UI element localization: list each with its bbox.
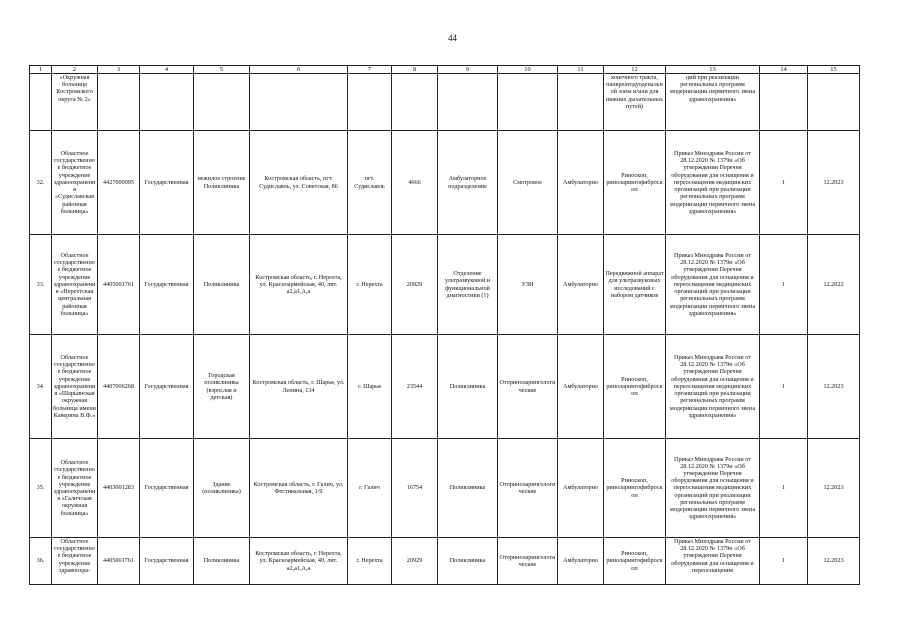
- table-row: [30, 74, 860, 131]
- building-name: [194, 74, 250, 131]
- legal-basis: Приказ Минздрава России от 28.12.2020 № 1379н «Об утверждении Перечня оборудования для оснащения и переоснащения медицинских организаций при реализации региональных программ модернизации первичного звена здравоохранения»: [666, 131, 760, 235]
- care-conditions: Амбулаторно: [558, 538, 604, 585]
- ownership-form: Государственная: [140, 538, 194, 585]
- address: Костромская область, г. Шарья, ул. Ленина, 134: [250, 335, 348, 439]
- deadline: 12.2023: [808, 538, 860, 585]
- legal-basis: ций при реализации региональных программ модернизации первичного звена здравоохранения»: [666, 74, 760, 131]
- building-name: Городская поликлиника (взрослая и детская): [194, 335, 250, 439]
- column-number: 5: [194, 66, 250, 74]
- address: [250, 74, 348, 131]
- population: 23544: [392, 335, 438, 439]
- organization-name: «Окружная больница Костромского округа № 2»: [52, 74, 98, 131]
- row-number: 36.: [30, 538, 52, 585]
- row-number: 33.: [30, 235, 52, 335]
- deadline: 12.2022: [808, 235, 860, 335]
- population: 4666: [392, 131, 438, 235]
- address: Костромская область, г. Галич, ул. Фестивальная, 1/9: [250, 439, 348, 538]
- deadline: 12.2023: [808, 335, 860, 439]
- settlement: пгт. Судиславль: [348, 131, 392, 235]
- quantity: 1: [760, 538, 808, 585]
- ownership-form: Государственная: [140, 235, 194, 335]
- quantity: [760, 74, 808, 131]
- address: Костромская область, г. Нерехта, ул. Красноармейская, 40, лит. а2,а1,А,а: [250, 538, 348, 585]
- organization-name: Областное государственное бюджетное учреждение здравоохранения «Шарьинская окружная больница имени Каверина В.Ф.»: [52, 335, 98, 439]
- column-number: 12: [604, 66, 666, 74]
- address: Костромская область, пгт. Судиславль, ул. Советская, 86: [250, 131, 348, 235]
- column-number: 14: [760, 66, 808, 74]
- department: Поликлиника: [438, 439, 498, 538]
- ownership-form: Государственная: [140, 131, 194, 235]
- settlement: [348, 74, 392, 131]
- building-name: нежилое строение Поликлиника: [194, 131, 250, 235]
- deadline: 12.2023: [808, 439, 860, 538]
- care-conditions: Амбулаторно: [558, 335, 604, 439]
- population: 20929: [392, 235, 438, 335]
- quantity: 1: [760, 439, 808, 538]
- table-row: [30, 131, 860, 235]
- table-row: [30, 538, 860, 585]
- quantity: 1: [760, 131, 808, 235]
- legal-basis: Приказ Минздрава России от 28.12.2020 № 1379н «Об утверждении Перечня оборудования для оснащения и переоснащения медицинских организаций при реализации региональных программ модернизации первичного звена здравоохранения»: [666, 439, 760, 538]
- department: Амбулаторное подразделение: [438, 131, 498, 235]
- equipment-table: [29, 65, 860, 585]
- building-name: Поликлиника: [194, 538, 250, 585]
- settlement: г. Нерехта: [348, 538, 392, 585]
- row-number: 34.: [30, 335, 52, 439]
- deadline: [808, 74, 860, 131]
- column-number: 7: [348, 66, 392, 74]
- column-number: 6: [250, 66, 348, 74]
- equipment: Риноскоп, риноларингофиброскоп: [604, 439, 666, 538]
- column-number: 8: [392, 66, 438, 74]
- organization-name: Областное государственное бюджетное учреждение здравоохранения «Галичская окружная больница»: [52, 439, 98, 538]
- table-row: [30, 335, 860, 439]
- room-type: Оториноларингологические: [498, 538, 558, 585]
- column-number: 11: [558, 66, 604, 74]
- column-number: 4: [140, 66, 194, 74]
- column-number: 13: [666, 66, 760, 74]
- column-number: 2: [52, 66, 98, 74]
- row-number: [30, 74, 52, 131]
- room-type: Оториноларингологические: [498, 439, 558, 538]
- organization-name: Областное государственное бюджетное учреждение здравоохра-: [52, 538, 98, 585]
- department: Поликлиника: [438, 538, 498, 585]
- settlement: г. Шарья: [348, 335, 392, 439]
- inn: 4427000095: [98, 131, 140, 235]
- settlement: г. Нерехта: [348, 235, 392, 335]
- legal-basis: Приказ Минздрава России от 28.12.2020 № 1379н «Об утверждении Перечня оборудования для оснащения и переоснащения: [666, 538, 760, 585]
- department: [438, 74, 498, 131]
- column-number: 9: [438, 66, 498, 74]
- deadline: 12.2023: [808, 131, 860, 235]
- column-number: 15: [808, 66, 860, 74]
- ownership-form: Государственная: [140, 439, 194, 538]
- equipment: Риноскоп, риноларингофиброскоп: [604, 131, 666, 235]
- quantity: 1: [760, 235, 808, 335]
- care-conditions: Амбулаторно: [558, 235, 604, 335]
- ownership-form: Государственная: [140, 335, 194, 439]
- legal-basis: Приказ Минздрава России от 28.12.2020 № 1379н «Об утверждении Перечня оборудования для оснащения и переоснащения медицинских организаций при реализации региональных программ модернизации первичного звена здравоохранения»: [666, 335, 760, 439]
- department: Отделение ультразвуковой и функциональной диагностики (1): [438, 235, 498, 335]
- settlement: г. Галич: [348, 439, 392, 538]
- address: Костромская область, г. Нерехта, ул. Красноармейская, 40, лит. а2,а1,А,а: [250, 235, 348, 335]
- care-conditions: Амбулаторно: [558, 439, 604, 538]
- legal-basis: Приказ Минздрава России от 28.12.2020 № 1379н «Об утверждении Перечня оборудования для оснащения и переоснащения медицинских организаций при реализации региональных программ модернизации первичного звена здравоохранения»: [666, 235, 760, 335]
- inn: 4407006268: [98, 335, 140, 439]
- population: [392, 74, 438, 131]
- inn: [98, 74, 140, 131]
- column-number: 1: [30, 66, 52, 74]
- table-row: [30, 235, 860, 335]
- population: 16754: [392, 439, 438, 538]
- equipment: Передвижной аппарат для ультразвуковых исследований с набором датчиков: [604, 235, 666, 335]
- page-number: 44: [448, 33, 457, 43]
- column-number-row: [30, 66, 860, 74]
- column-number: 10: [498, 66, 558, 74]
- organization-name: Областное государственное бюджетное учреждение здравоохранения «Судиславская районная больница»: [52, 131, 98, 235]
- care-conditions: [558, 74, 604, 131]
- room-type: Оториноларингологические: [498, 335, 558, 439]
- table-row: [30, 439, 860, 538]
- column-number: 3: [98, 66, 140, 74]
- room-type: УЗИ: [498, 235, 558, 335]
- quantity: 1: [760, 335, 808, 439]
- equipment: конечного тракта, панкреатодуоденальной зоны и/или для нижних дыхательных путей): [604, 74, 666, 131]
- care-conditions: Амбулаторно: [558, 131, 604, 235]
- department: Поликлиника: [438, 335, 498, 439]
- ownership-form: [140, 74, 194, 131]
- inn: 4405001761: [98, 235, 140, 335]
- room-type: [498, 74, 558, 131]
- population: 20929: [392, 538, 438, 585]
- equipment: Риноскоп, риноларингофиброскоп: [604, 538, 666, 585]
- row-number: 35.: [30, 439, 52, 538]
- equipment: Риноскоп, риноларингофиброскоп: [604, 335, 666, 439]
- room-type: Смотровое: [498, 131, 558, 235]
- row-number: 32.: [30, 131, 52, 235]
- organization-name: Областное государственное бюджетное учреждение здравоохранения «Нерехтская центральная районная больница»: [52, 235, 98, 335]
- building-name: Поликлиника: [194, 235, 250, 335]
- inn: 4403001283: [98, 439, 140, 538]
- building-name: Здание (поликлиника): [194, 439, 250, 538]
- inn: 4405001761: [98, 538, 140, 585]
